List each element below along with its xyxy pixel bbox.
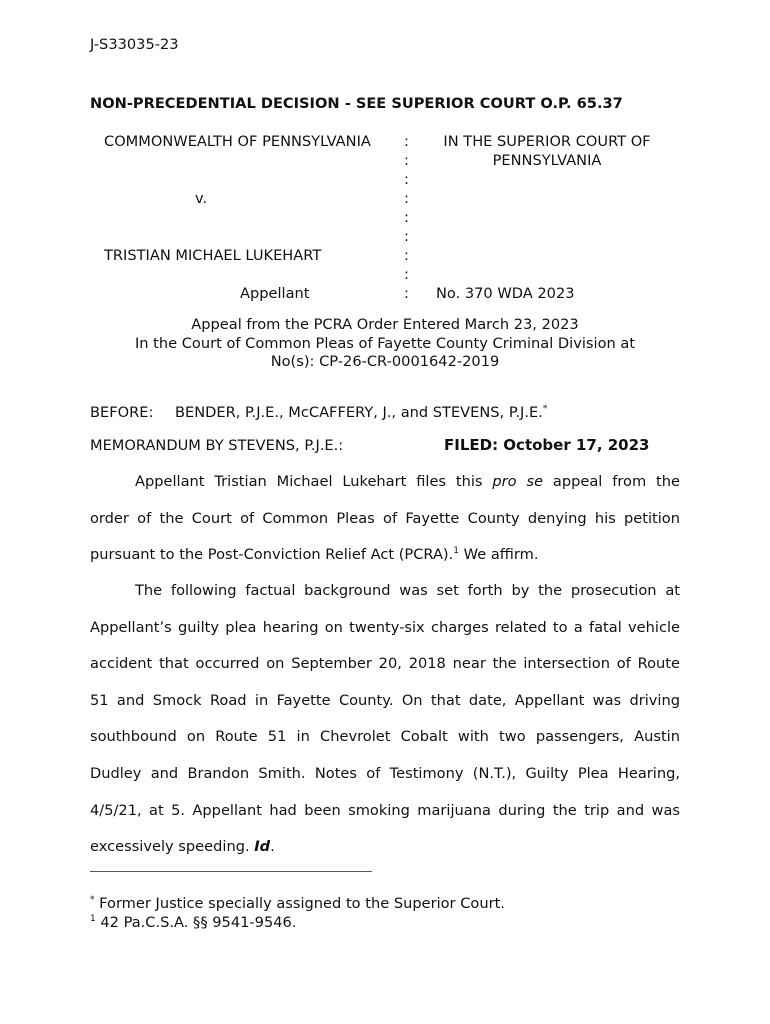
text-line: southbound on Route 51 in Chevrolet Cobalt with two passengers, Austin [90, 728, 680, 746]
footnote-star: * Former Justice specially assigned to the Superior Court. [90, 895, 505, 912]
appeal-line1: Appeal from the PCRA Order Entered March 23, 2023 [191, 316, 579, 333]
footnote-1: $^1$ 42 Pa.C.S.A. §§ 9541-9546. [90, 914, 297, 931]
caption-colon: : [404, 190, 409, 207]
judges-text: BENDER, P.J.E., McCAFFERY, J., and STEVENS, P.J.E. [175, 404, 543, 421]
appeal-line2: In the Court of Common Pleas of Fayette County Criminal Division at [134, 335, 636, 352]
before-label: BEFORE: [90, 404, 154, 421]
court-name-line2: PENNSYLVANIA [492, 152, 602, 169]
text-line: Dudley and Brandon Smith. Notes of Testimony (N.T.), Guilty Plea Hearing, [90, 764, 680, 782]
caption-colon: : [404, 266, 409, 283]
caption-party2: TRISTIAN MICHAEL LUKEHART [104, 247, 322, 264]
pro-se-italic: pro se [492, 473, 544, 490]
caption-colon: : [404, 133, 409, 150]
memorandum-author: MEMORANDUM BY STEVENS, P.J.E.: [90, 437, 344, 454]
court-name-line1: IN THE SUPERIOR COURT OF [443, 133, 651, 150]
caption-role: Appellant [240, 285, 310, 302]
text-line: 51 and Smock Road in Fayette County. On that date, Appellant was driving [90, 691, 680, 709]
paragraph-1 [90, 472, 680, 582]
caption-colon: : [404, 285, 409, 302]
footnote-divider [90, 871, 372, 872]
paragraph-2 [90, 581, 680, 874]
text-line: excessively speeding. Id. [90, 838, 275, 856]
id-citation: Id [254, 838, 271, 856]
text-line: 4/5/21, at 5. Appellant had been smoking marijuana during the trip and was [90, 801, 680, 819]
caption-versus: v. [195, 190, 208, 207]
decision-header: NON-PRECEDENTIAL DECISION - SEE SUPERIOR COURT O.P. 65.37 [90, 95, 623, 112]
text-line: The following factual background was set forth by the prosecution at [135, 582, 680, 599]
caption-colon: : [404, 209, 409, 226]
appeal-line3: No(s): CP-26-CR-0001642-2019 [270, 353, 500, 370]
docket-number: J-S33035-23 [90, 36, 179, 53]
text-line: accident that occurred on September 20, 2018 near the intersection of Route [90, 655, 680, 673]
text-line: order of the Court of Common Pleas of Fayette County denying his petition [90, 509, 680, 527]
filed-date: FILED: October 17, 2023 [444, 436, 650, 454]
caption-colon: : [404, 152, 409, 169]
caption-colon: : [404, 247, 409, 264]
caption-colon: : [404, 171, 409, 188]
text-line: pursuant to the Post-Conviction Relief Act (PCRA).$^1$ We affirm. [90, 546, 539, 564]
text-line: Appellant’s guilty plea hearing on twenty-six charges related to a fatal vehicle [90, 618, 680, 636]
caption-party1: COMMONWEALTH OF PENNSYLVANIA [104, 133, 371, 150]
footnote-1-ref: 1 [453, 546, 459, 557]
caption-colon: : [404, 228, 409, 245]
before-judges [175, 404, 547, 421]
case-number: No. 370 WDA 2023 [436, 285, 575, 302]
footnote-star-ref: * [542, 404, 548, 414]
text-line: Appellant Tristian Michael Lukehart files this pro se appeal from the [135, 473, 680, 490]
